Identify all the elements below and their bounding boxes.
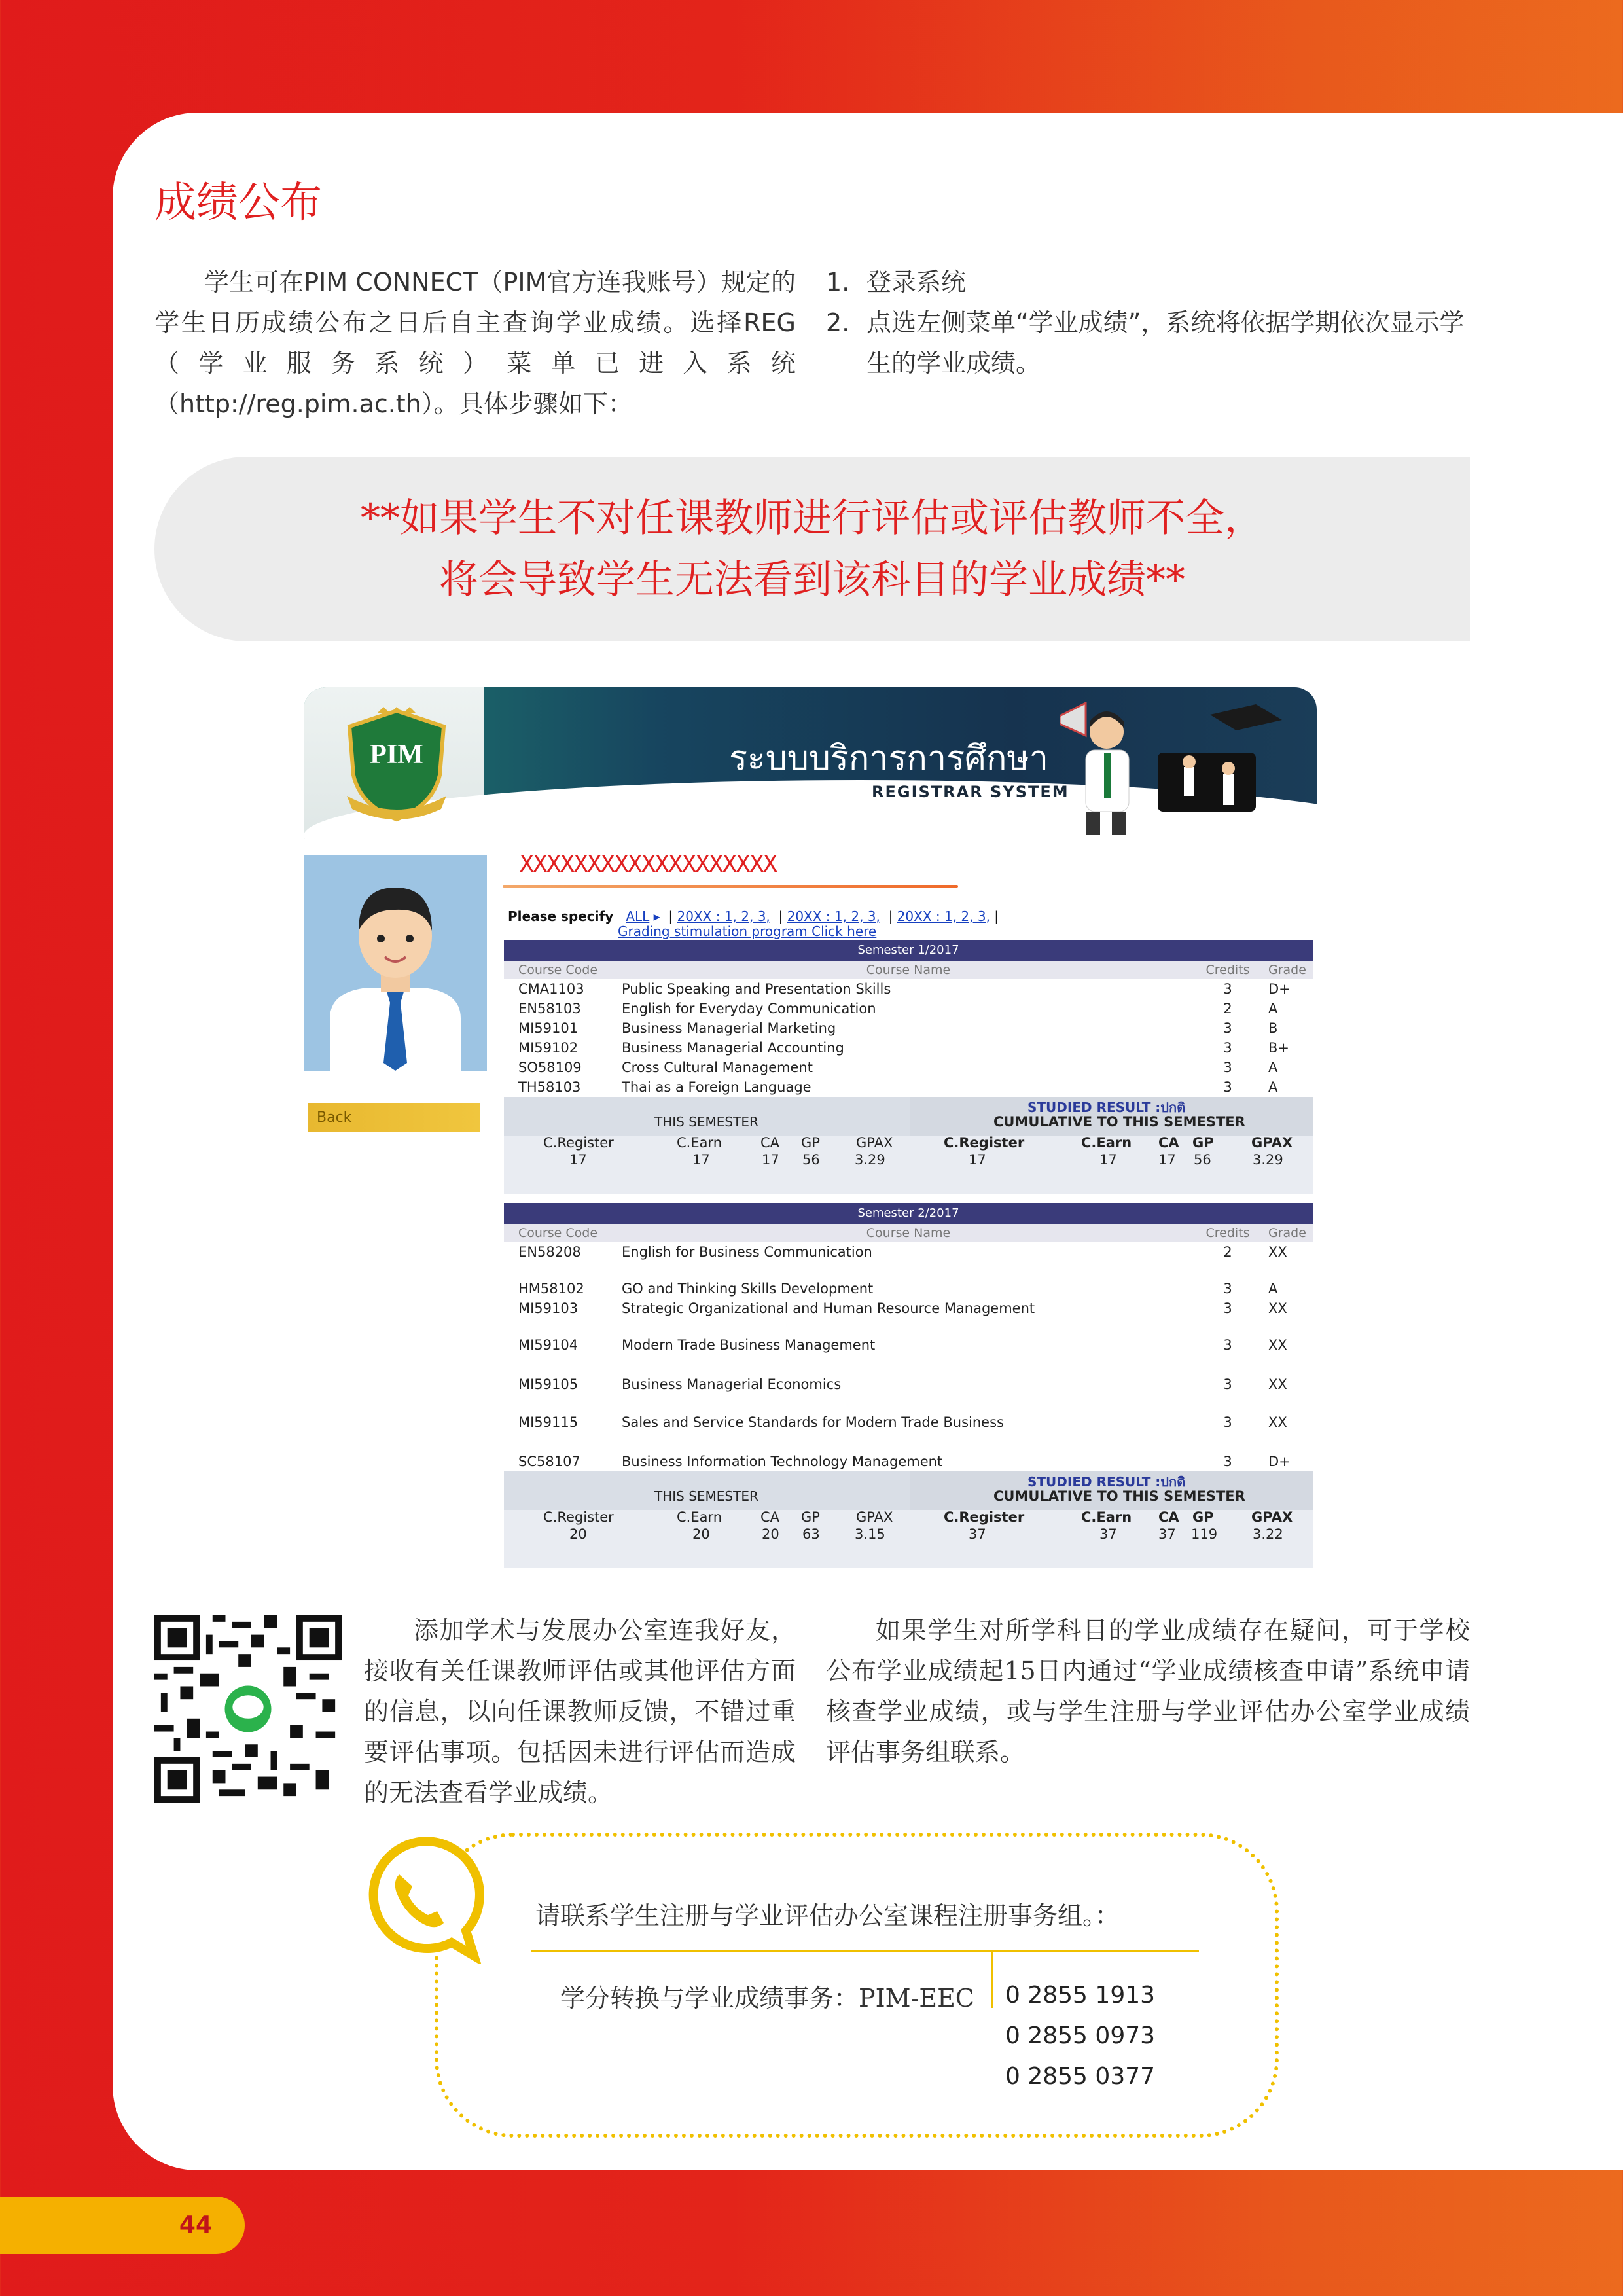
warning-line-2: 将会导致学生无法看到该科目的学业成绩** [439,557,1185,603]
table-header: Course Code Course Name Credits Grade [504,961,1313,979]
page-number: 44 [0,2197,245,2254]
student-name: XXXXXXXXXXXXXXXXXXX [520,851,777,878]
semester-table [504,940,1313,1194]
semester-filter: Please specify ALL ▸ | 20XX : 1, 2, 3, | 20XX : 1, 2, 3, | 20XX : 1, 2, 3, | [508,908,999,924]
semester-summary: STUDIED RESULT :ปกติ THIS SEMESTER CUMULATIVE TO THIS SEMESTER C.Register C.Earn CA GP GPAX C.Register C.Earn CA GP GPAX 17 17 17 56 3.29 17 17 17 56 3.29 [504,1097,1313,1194]
table-row: EN58103 English for Everyday Communication 2 A [518,1001,1278,1016]
filter-year-link[interactable]: 20XX : 1, 2, 3, [787,908,880,924]
table-header: Course Code Course Name Credits Grade [504,1224,1313,1242]
phone-number: 0 2855 1913 [1005,1982,1156,2009]
warning-box [154,457,1470,641]
svg-text:PIM: PIM [370,740,423,770]
line-qr-code-icon[interactable] [154,1615,342,1803]
teacher-megaphone-illustration [1060,702,1308,839]
steps-list [826,262,1474,384]
line-friend-paragraph: 添加学术与发展办公室连我好友，接收有关任课教师评估或其他评估方面的信息，以向任课教师反馈，不错过重要评估事项。包括因未进行评估而造成的无法查看学业成绩。 [364,1616,796,1807]
table-row: MI59102 Business Managerial Accounting 3 B+ [518,1040,1290,1056]
semester-summary: STUDIED RESULT :ปกติ THIS SEMESTER CUMULATIVE TO THIS SEMESTER C.Register C.Earn CA GP GPAX C.Register C.Earn CA GP GPAX 20 20 20 63 3.15 37 37 37 119 3.22 [504,1471,1313,1568]
step-text: 登录系统 [866,268,967,296]
cumulative-label: CUMULATIVE TO THIS SEMESTER [993,1114,1245,1130]
grade-inquiry-paragraph: 如果学生对所学科目的学业成绩存在疑问，可于学校公布学业成绩起15日内通过“学业成绩核查申请”系统申请核查学业成绩，或与学生注册与学业评估办公室学业成绩评估事务组联系。 [826,1616,1470,1767]
banner-en-title: REGISTRAR SYSTEM [872,783,1069,801]
phone-number: 0 2855 0377 [1005,2063,1156,2090]
step-text: 点选左侧菜单“学业成绩”，系统将依据学期依次显示学生的学业成绩。 [866,308,1465,378]
divider [991,1950,993,2008]
registrar-screenshot [304,687,1317,1568]
contact-label: 学分转换与学业成绩事务：PIM-EEC [560,1984,974,2013]
section-title: 成绩公布 [154,179,322,227]
phone-icon [353,1833,484,1964]
registrar-banner [304,687,1317,839]
contact-title: 请联系学生注册与学业评估办公室课程注册事务组。： [535,1901,1120,1930]
warning-line-1: **如果学生不对任课教师进行评估或评估教师不全， [361,495,1264,541]
semester-table [504,1203,1313,1568]
this-semester-label: THIS SEMESTER [654,1114,758,1130]
step-number: 2. [826,308,850,337]
name-underline [503,885,958,888]
back-button[interactable]: Back [308,1103,480,1132]
table-row: TH58103 Thai as a Foreign Language 3 A [518,1079,1278,1095]
phone-number: 0 2855 0973 [1005,2022,1156,2049]
table-row: EN58208 English for Business Communication 2 XX [518,1244,1287,1260]
filter-year-link[interactable]: 20XX : 1, 2, 3, [897,908,990,924]
this-semester-label: THIS SEMESTER [654,1488,758,1504]
table-row: MI59101 Business Managerial Marketing 3 B [518,1020,1278,1036]
step-item [826,302,1474,384]
student-photo [304,855,487,1071]
table-row: MI59104 Modern Trade Business Management 3 XX [518,1337,1287,1353]
filter-all-link[interactable]: ALL [626,908,650,924]
table-row: SC58107 Business Information Technology Management 3 D+ [518,1454,1291,1469]
table-row: SO58109 Cross Cultural Management 3 A [518,1060,1278,1075]
table-row: HM58102 GO and Thinking Skills Development 3 A [518,1281,1278,1297]
semester-title: Semester 2/2017 [504,1203,1313,1224]
semester-title: Semester 1/2017 [504,940,1313,961]
table-row: MI59115 Sales and Service Standards for Modern Trade Business 3 XX [518,1414,1287,1430]
table-row: MI59105 Business Managerial Economics 3 XX [518,1376,1287,1392]
intro-paragraph: 学生可在PIM CONNECT（PIM官方连我账号）规定的学生日历成绩公布之日后自主查询学业成绩。选择REG（学业服务系统）菜单已进入系统（http://reg.pim.ac.th）。具体步骤如下： [154,268,796,418]
studied-result: STUDIED RESULT :ปกติ [1027,1100,1186,1115]
filter-year-link[interactable]: 20XX : 1, 2, 3, [677,908,770,924]
divider [531,1950,1199,1952]
step-item [826,262,1474,302]
pim-shield-logo [338,707,455,825]
play-icon: ▸ [653,908,660,924]
student-avatar-icon [304,855,487,1071]
table-row: CMA1103 Public Speaking and Presentation Skills 3 D+ [518,981,1291,997]
specify-label: Please specify [508,908,614,924]
banner-thai-title: ระบบบริการการศึกษา [729,739,1049,778]
table-row: MI59103 Strategic Organizational and Human Resource Management 3 XX [518,1300,1287,1316]
cumulative-label: CUMULATIVE TO THIS SEMESTER [993,1488,1245,1504]
grading-simulation-link[interactable]: Grading stimulation program Click here [618,924,877,939]
studied-result: STUDIED RESULT :ปกติ [1027,1474,1186,1490]
step-number: 1. [826,268,850,296]
